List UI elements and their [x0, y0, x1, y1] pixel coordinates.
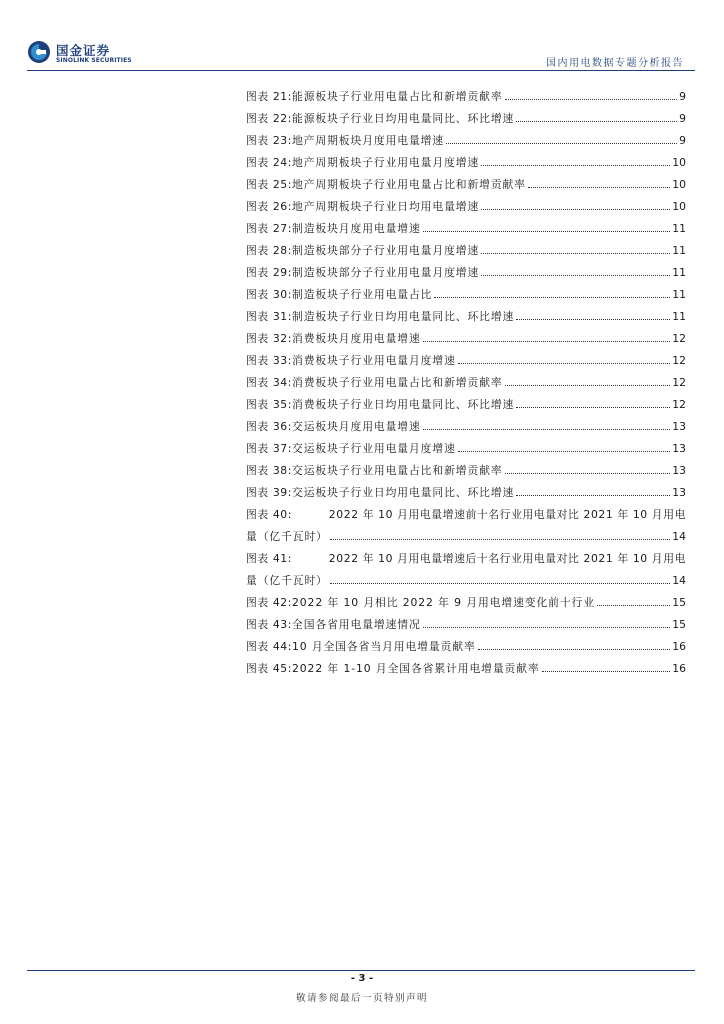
toc-entry-title: 交运板块子行业用电量占比和新增贡献率	[292, 464, 503, 477]
toc-entry[interactable]	[246, 372, 686, 394]
toc-entry[interactable]	[246, 328, 686, 350]
toc-entry-page: 12	[672, 332, 686, 345]
toc-entry[interactable]	[246, 460, 686, 482]
toc-entry[interactable]	[246, 658, 686, 680]
toc-entry-page: 13	[672, 486, 686, 499]
toc-entry[interactable]	[246, 416, 686, 438]
dot-leader	[458, 450, 670, 452]
toc-entry[interactable]	[246, 218, 686, 240]
toc-entry-title: 交运板块子行业日均用电量同比、环比增速	[292, 486, 515, 499]
toc-entry-label: 图表 44:	[246, 640, 293, 653]
toc-entry-page: 11	[672, 288, 686, 301]
dot-leader	[516, 318, 670, 320]
toc-entry-page: 14	[672, 574, 686, 587]
dot-leader	[423, 428, 671, 430]
toc-entry-label: 图表 41:	[246, 552, 293, 565]
toc-entry-title: 制造板块部分子行业用电量月度增速	[292, 266, 480, 279]
toc-entry[interactable]	[246, 306, 686, 328]
toc-entry[interactable]	[246, 262, 686, 284]
dot-leader	[481, 274, 670, 276]
toc-entry-label: 图表 35:	[246, 398, 293, 411]
toc-entry-page: 15	[672, 596, 686, 609]
header-divider	[27, 70, 695, 71]
table-of-figures	[246, 86, 686, 680]
dot-leader	[423, 340, 671, 342]
toc-entry[interactable]	[246, 438, 686, 460]
toc-entry-title: 消费板块子行业用电量占比和新增贡献率	[292, 376, 503, 389]
dot-leader	[423, 230, 671, 232]
logo-text-en: SINOLINK SECURITIES	[56, 57, 132, 64]
toc-entry-page: 12	[672, 376, 686, 389]
toc-entry-title: 地产周期板块子行业用电量占比和新增贡献率	[292, 178, 526, 191]
toc-entry-title: 2022 年 10 月用电量增速前十名行业用电量对比 2021 年 10 月用电	[328, 508, 686, 521]
toc-entry-label: 图表 23:	[246, 134, 293, 147]
toc-entry-label: 图表 27:	[246, 222, 293, 235]
toc-entry-page: 10	[672, 200, 686, 213]
dot-leader	[458, 362, 670, 364]
toc-entry-label: 图表 31:	[246, 310, 293, 323]
toc-entry-label: 图表 42:	[246, 596, 293, 609]
toc-entry-page: 10	[672, 178, 686, 191]
toc-entry-title: 消费板块子行业日均用电量同比、环比增速	[292, 398, 515, 411]
toc-entry-label: 图表 24:	[246, 156, 293, 169]
dot-leader	[481, 208, 670, 210]
toc-entry-title-cont: 量（亿千瓦时）	[246, 530, 328, 543]
toc-entry-page: 13	[672, 420, 686, 433]
toc-entry-label: 图表 22:	[246, 112, 293, 125]
disclaimer-note: 敬请参阅最后一页特别声明	[295, 993, 428, 1004]
dot-leader	[434, 296, 670, 298]
toc-entry-title: 2022 年 1-10 月全国各省累计用电增量贡献率	[292, 662, 540, 675]
toc-entry-title: 全国各省用电量增速情况	[292, 618, 421, 631]
toc-entry-label: 图表 39:	[246, 486, 293, 499]
toc-entry[interactable]	[246, 504, 686, 548]
toc-entry-page: 12	[672, 398, 686, 411]
toc-entry-label: 图表 33:	[246, 354, 293, 367]
toc-entry-page: 14	[672, 530, 686, 543]
toc-entry-title: 交运板块月度用电量增速	[292, 420, 421, 433]
toc-entry-title: 交运板块子行业用电量月度增速	[292, 442, 456, 455]
page-header	[0, 0, 724, 72]
toc-entry[interactable]	[246, 614, 686, 636]
toc-entry-label: 图表 28:	[246, 244, 293, 257]
dot-leader	[505, 472, 671, 474]
toc-entry-label: 图表 29:	[246, 266, 293, 279]
dot-leader	[330, 582, 670, 584]
toc-entry-title: 地产周期板块子行业用电量月度增速	[292, 156, 480, 169]
dot-leader	[528, 186, 670, 188]
toc-entry-page: 9	[679, 112, 686, 125]
toc-entry-title: 能源板块子行业日均用电量同比、环比增速	[292, 112, 515, 125]
sinolink-logo-icon	[27, 40, 51, 64]
toc-entry-title: 地产周期板块子行业日均用电量增速	[292, 200, 480, 213]
toc-entry-title: 制造板块子行业日均用电量同比、环比增速	[292, 310, 515, 323]
dot-leader	[481, 252, 670, 254]
toc-entry[interactable]	[246, 350, 686, 372]
toc-entry-title: 消费板块月度用电量增速	[292, 332, 421, 345]
toc-entry-label: 图表 40:	[246, 508, 293, 521]
toc-entry[interactable]	[246, 636, 686, 658]
toc-entry-page: 16	[672, 640, 686, 653]
toc-entry-label: 图表 43:	[246, 618, 293, 631]
toc-entry-label: 图表 37:	[246, 442, 293, 455]
logo-text-cn: 国金证券	[56, 43, 111, 58]
dot-leader	[505, 98, 678, 100]
toc-entry[interactable]	[246, 108, 686, 130]
toc-entry[interactable]	[246, 548, 686, 592]
toc-entry-page: 9	[679, 90, 686, 103]
toc-entry-title: 能源板块子行业用电量占比和新增贡献率	[292, 90, 503, 103]
footer-divider	[27, 970, 695, 971]
toc-entry[interactable]	[246, 240, 686, 262]
toc-entry-label: 图表 32:	[246, 332, 293, 345]
dot-leader	[446, 142, 677, 144]
dot-leader	[481, 164, 670, 166]
toc-entry-page: 15	[672, 618, 686, 631]
toc-entry-label: 图表 21:	[246, 90, 293, 103]
toc-entry-page: 12	[672, 354, 686, 367]
toc-entry-label: 图表 36:	[246, 420, 293, 433]
toc-entry-label: 图表 45:	[246, 662, 293, 675]
toc-entry-label: 图表 30:	[246, 288, 293, 301]
toc-entry-title: 地产周期板块月度用电量增速	[292, 134, 445, 147]
toc-entry-title: 10 月全国各省当月用电增量贡献率	[292, 640, 476, 653]
dot-leader	[478, 648, 671, 650]
toc-entry-title: 消费板块子行业用电量月度增速	[292, 354, 456, 367]
dot-leader	[516, 494, 670, 496]
toc-entry-page: 9	[679, 134, 686, 147]
toc-entry-title-cont: 量（亿千瓦时）	[246, 574, 328, 587]
toc-entry[interactable]	[246, 152, 686, 174]
toc-entry[interactable]	[246, 394, 686, 416]
dot-leader	[516, 120, 677, 122]
dot-leader	[423, 626, 671, 628]
toc-entry[interactable]	[246, 86, 686, 108]
toc-entry[interactable]	[246, 130, 686, 152]
toc-entry[interactable]	[246, 284, 686, 306]
toc-entry-page: 10	[672, 156, 686, 169]
toc-entry-title: 制造板块月度用电量增速	[292, 222, 421, 235]
toc-entry[interactable]	[246, 174, 686, 196]
toc-entry-label: 图表 38:	[246, 464, 293, 477]
dot-leader	[516, 406, 670, 408]
dot-leader	[542, 670, 671, 672]
toc-entry-label: 图表 25:	[246, 178, 293, 191]
toc-entry[interactable]	[246, 196, 686, 218]
toc-entry-page: 13	[672, 442, 686, 455]
toc-entry-title: 2022 年 10 月相比 2022 年 9 月用电增速变化前十行业	[292, 596, 595, 609]
toc-entry-page: 11	[672, 266, 686, 279]
toc-entry-title: 2022 年 10 月用电量增速后十名行业用电量对比 2021 年 10 月用电	[328, 552, 686, 565]
toc-entry-page: 11	[672, 310, 686, 323]
toc-entry-page: 16	[672, 662, 686, 675]
dot-leader	[330, 538, 670, 540]
dot-leader	[597, 604, 670, 606]
toc-entry-page: 11	[672, 222, 686, 235]
dot-leader	[505, 384, 671, 386]
toc-entry-title: 制造板块子行业用电量占比	[292, 288, 433, 301]
toc-entry-page: 13	[672, 464, 686, 477]
page-number: - 3 -	[350, 973, 374, 984]
toc-entry-page: 11	[672, 244, 686, 257]
toc-entry[interactable]	[246, 592, 686, 614]
toc-entry-label: 图表 26:	[246, 200, 293, 213]
toc-entry[interactable]	[246, 482, 686, 504]
company-logo	[27, 40, 137, 70]
report-title: 国内用电数据专题分析报告	[546, 58, 684, 69]
toc-entry-title: 制造板块部分子行业用电量月度增速	[292, 244, 480, 257]
toc-entry-label: 图表 34:	[246, 376, 293, 389]
